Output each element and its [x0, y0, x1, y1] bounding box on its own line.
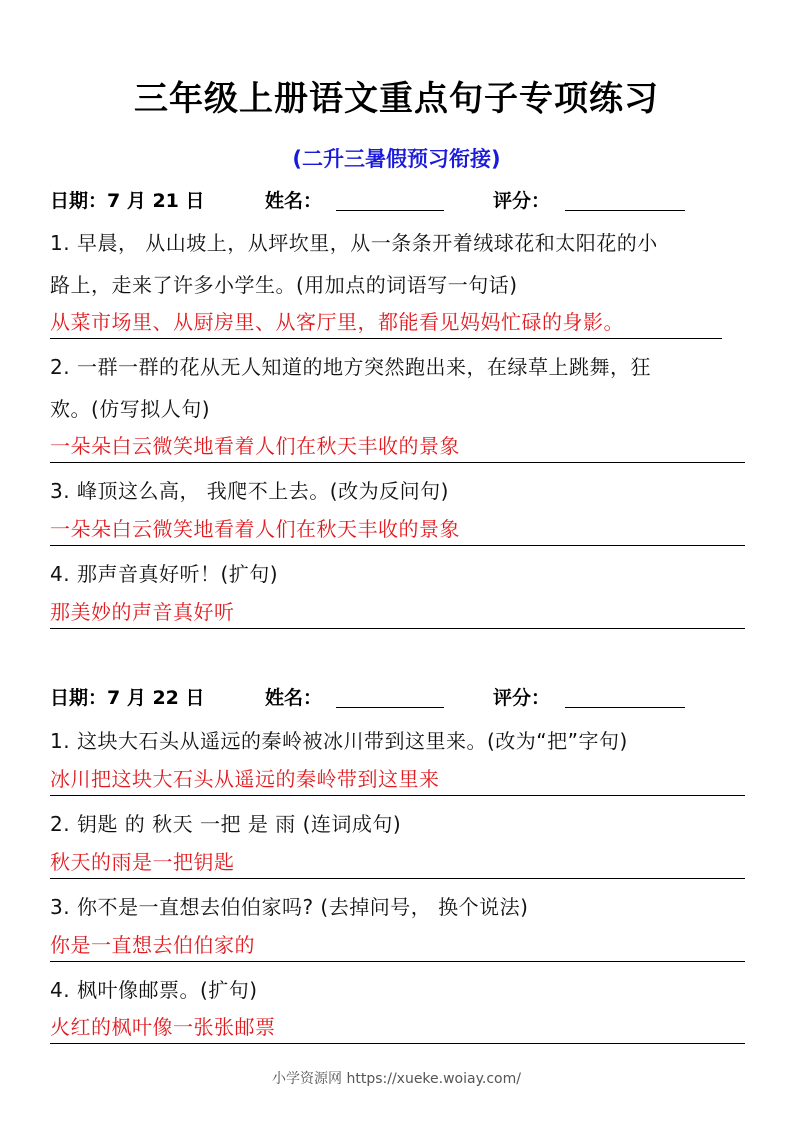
date-label: 日期：7 月 21 日	[50, 190, 205, 212]
answer-line[interactable]: 一朵朵白云微笑地看着人们在秋天丰收的景象	[50, 430, 745, 463]
answer-line[interactable]: 冰川把这块大石头从遥远的秦岭带到这里来	[50, 763, 745, 796]
score-blank-field[interactable]	[565, 210, 685, 211]
question-prompt: 4. 那声音真好听！(扩句)	[50, 562, 279, 586]
page-subtitle: (二升三暑假预习衔接)	[292, 147, 501, 171]
section-1-header	[50, 186, 750, 216]
answer-line[interactable]: 从菜市场里、从厨房里、从客厅里，都能看见妈妈忙碌的身影。	[50, 306, 722, 339]
date-label: 日期：7 月 22 日	[50, 687, 205, 709]
footer-watermark: 小学资源网 https://xueke.woiay.com/	[272, 1071, 521, 1087]
answer-line[interactable]: 你是一直想去伯伯家的	[50, 929, 745, 962]
question-prompt: 1. 这块大石头从遥远的秦岭被冰川带到这里来。(改为“把”字句)	[50, 729, 628, 753]
name-label: 姓名：	[265, 190, 323, 212]
page-title: 三年级上册语文重点句子专项练习	[134, 79, 659, 119]
score-blank-field[interactable]	[565, 707, 685, 708]
answer-line[interactable]: 一朵朵白云微笑地看着人们在秋天丰收的景象	[50, 513, 745, 546]
question-prompt: 4. 枫叶像邮票。(扩句)	[50, 978, 258, 1002]
question-prompt: 3. 峰顶这么高， 我爬不上去。(改为反问句)	[50, 479, 449, 503]
question-prompt-cont: 路上，走来了许多小学生。(用加点的词语写一句话)	[50, 273, 518, 297]
score-label: 评分：	[493, 687, 551, 709]
name-blank-field[interactable]	[336, 210, 444, 211]
question-prompt: 2. 一群一群的花从无人知道的地方突然跑出来，在绿草上跳舞，狂	[50, 355, 651, 379]
score-label: 评分：	[493, 190, 551, 212]
name-blank-field[interactable]	[336, 707, 444, 708]
name-label: 姓名：	[265, 687, 323, 709]
question-prompt: 3. 你不是一直想去伯伯家吗? (去掉问号， 换个说法)	[50, 895, 529, 919]
section-2-header	[50, 683, 750, 713]
question-prompt: 1. 早晨， 从山坡上，从坪坎里，从一条条开着绒球花和太阳花的小	[50, 231, 658, 255]
answer-line[interactable]: 火红的枫叶像一张张邮票	[50, 1011, 745, 1044]
question-prompt: 2. 钥匙 的 秋天 一把 是 雨 (连词成句)	[50, 812, 402, 836]
question-prompt-cont: 欢。(仿写拟人句)	[50, 397, 211, 421]
answer-line[interactable]: 秋天的雨是一把钥匙	[50, 846, 745, 879]
answer-line[interactable]: 那美妙的声音真好听	[50, 596, 745, 629]
